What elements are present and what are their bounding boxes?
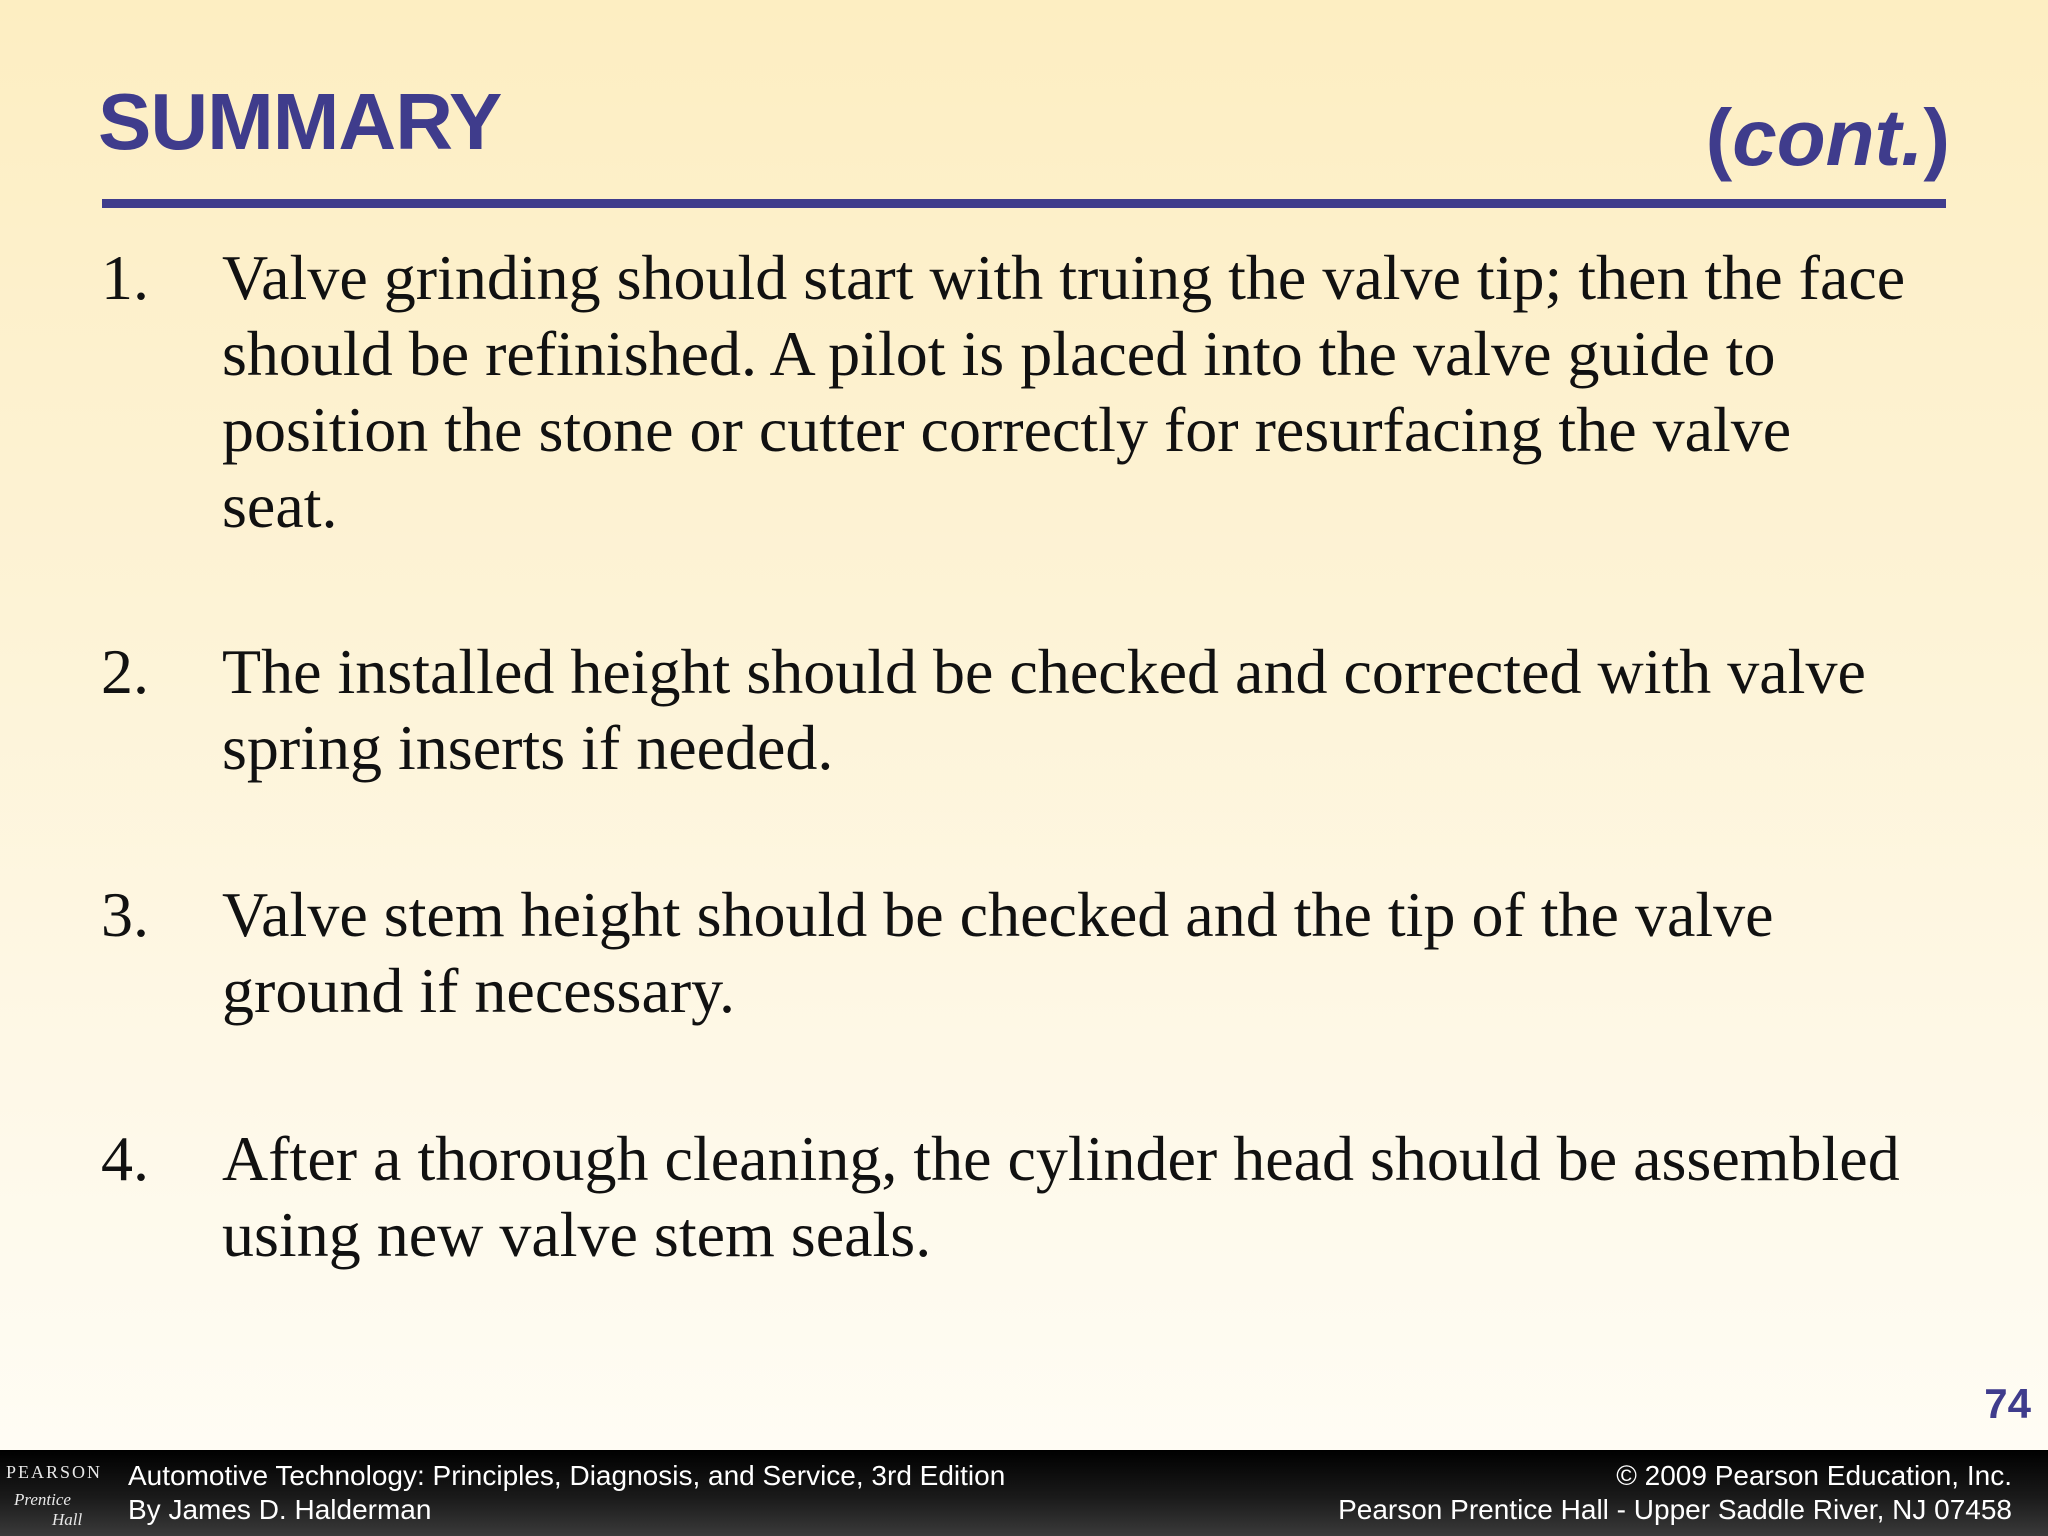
list-item-text: The installed height should be checked and corrected with valve spring inserts if needed. [222,636,1866,783]
list-item-number: 4. [101,1123,149,1194]
list-item-text: Valve stem height should be checked and the tip of the valve ground if necessary. [222,879,1774,1026]
list-item-text: Valve grinding should start with truing the valve tip; then the face should be refinished. A pilot is placed into the valve guide to position the stone or cutter correctly for resurfacing the valve seat. [222,242,1906,541]
footer-copyright: © 2009 Pearson Education, Inc. [1616,1460,2012,1491]
continued-close-paren: ) [1923,93,1950,182]
footer-author: By James D. Halderman [128,1494,432,1525]
footer-bar [0,1450,2048,1536]
continued-label [1705,93,1950,182]
page-number: 74 [1984,1380,2031,1427]
logo-text-pearson: PEARSON [6,1462,103,1482]
pearson-logo [0,1450,104,1536]
continued-word: cont. [1732,93,1924,182]
logo-text-prentice: Prentice [14,1490,71,1509]
slide-title: SUMMARY [98,77,502,166]
title-divider [102,199,1946,208]
list-item-text: After a thorough cleaning, the cylinder head should be assembled using new valve stem seals. [222,1123,1900,1270]
list-item-number: 2. [101,636,149,707]
footer-publisher: Pearson Prentice Hall - Upper Saddle River, NJ 07458 [1338,1494,2012,1525]
logo-text-hall: Hall [52,1510,83,1529]
continued-open-paren: ( [1705,93,1733,182]
list-item-number: 3. [101,879,149,950]
footer-book-title: Automotive Technology: Principles, Diagnosis, and Service, 3rd Edition [128,1460,1006,1491]
list-item-number: 1. [101,242,149,313]
